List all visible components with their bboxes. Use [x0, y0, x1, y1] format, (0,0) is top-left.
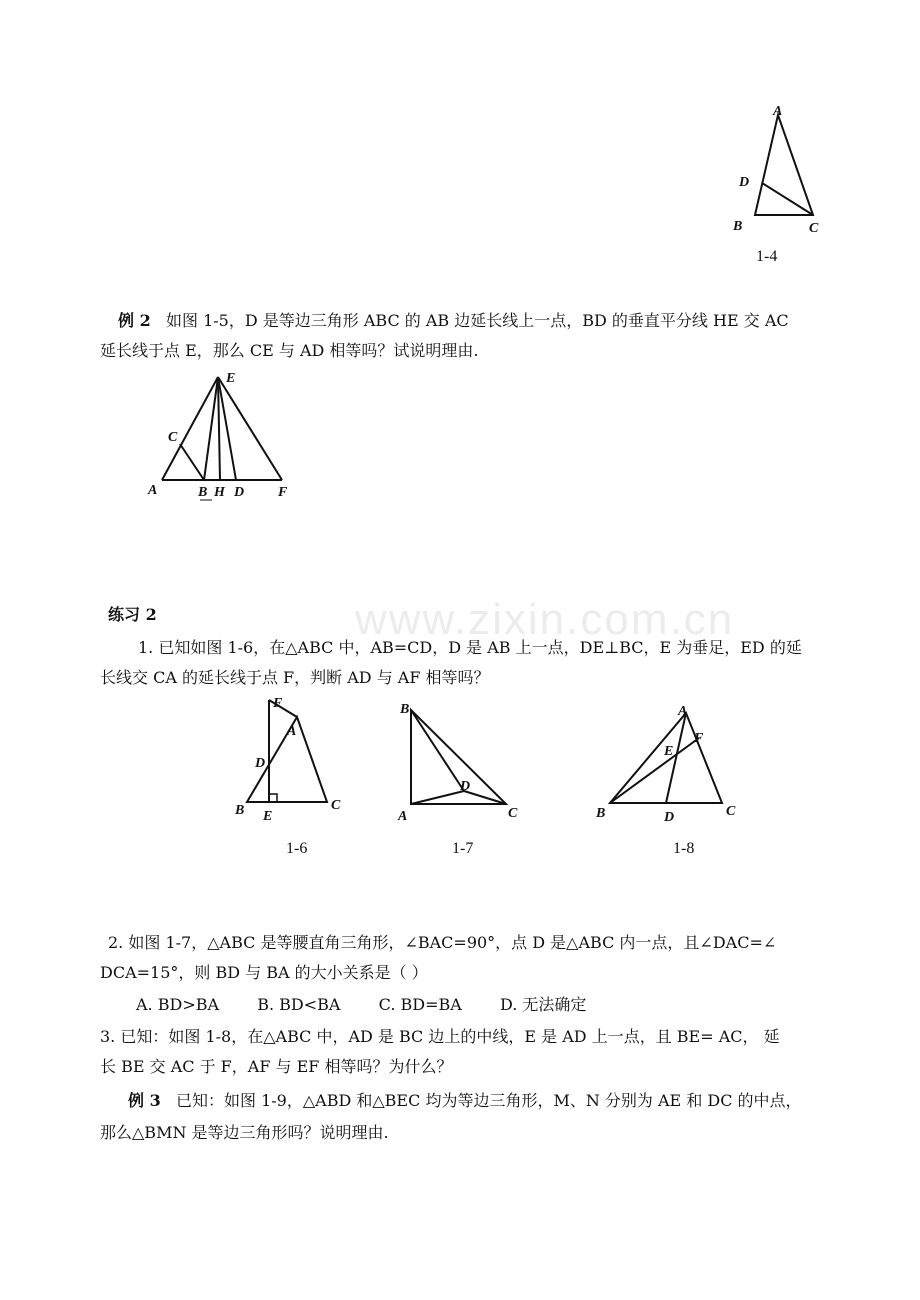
- question-1-line1: 1. 已知如图 1-6，在△ABC 中，AB=CD，D 是 AB 上一点，DE⊥BC，E 为垂足，ED 的延: [138, 638, 802, 657]
- figure-1-5: [140, 362, 310, 510]
- watermark: www.zixin.com.cn: [355, 595, 735, 644]
- label-D: D: [739, 175, 750, 190]
- label-A: A: [148, 483, 158, 498]
- label-D: D: [255, 756, 266, 771]
- label-A: A: [287, 724, 297, 739]
- label-B: B: [198, 485, 208, 500]
- example-2-line2: 延长线于点 E，那么 CE 与 AD 相等吗？试说明理由.: [100, 341, 479, 360]
- label-B: B: [733, 219, 743, 234]
- label-F: F: [694, 731, 704, 746]
- figure-caption-1-8: 1-8: [673, 840, 695, 857]
- example-3-line1: 已知：如图 1-9，△ABD 和△BEC 均为等边三角形，M、N 分别为 AE 和 DC 的中点，: [175, 1091, 802, 1110]
- label-A: A: [398, 809, 408, 824]
- label-E: E: [226, 371, 236, 386]
- question-3-line2: 长 BE 交 AC 于 F，AF 与 EF 相等吗？为什么？: [100, 1057, 453, 1076]
- question-3-line1: 3. 已知：如图 1-8，在△ABC 中，AD 是 BC 边上的中线，E 是 AD 上一点，且 BE= AC， 延: [100, 1027, 780, 1046]
- question-2-line1: 2. 如图 1-7，△ABC 是等腰直角三角形，∠BAC=90°，点 D 是△ABC 内一点，且∠DAC=∠: [108, 933, 777, 952]
- label-A: A: [773, 104, 783, 119]
- label-F: F: [273, 696, 283, 711]
- example-2-line1: 如图 1-5，D 是等边三角形 ABC 的 AB 边延长线上一点，BD 的垂直平分线 HE 交 AC: [165, 311, 789, 330]
- label-E: E: [263, 809, 273, 824]
- label-C: C: [508, 806, 518, 821]
- example-3-line2: 那么△BMN 是等边三角形吗？说明理由.: [100, 1123, 389, 1142]
- label-A: A: [678, 704, 688, 719]
- question-2-options: [136, 990, 586, 1020]
- option-b: B. BD<BA: [257, 995, 341, 1014]
- option-d: D. 无法确定: [499, 995, 587, 1014]
- label-B: B: [400, 702, 410, 717]
- label-B: B: [235, 803, 245, 818]
- option-c: C. BD=BA: [378, 995, 462, 1014]
- label-H: H: [214, 485, 225, 500]
- figure-1-4: [725, 95, 835, 240]
- label-D: D: [234, 485, 245, 500]
- label-C: C: [809, 221, 819, 236]
- label-D: D: [664, 810, 675, 825]
- figure-1-7: [392, 692, 527, 827]
- label-B: B: [596, 806, 606, 821]
- example-2-tag: 例 2: [118, 311, 151, 330]
- figure-1-8: [590, 695, 740, 830]
- figure-caption-1-7: 1-7: [452, 840, 474, 857]
- figure-caption-1-4: 1-4: [756, 248, 778, 265]
- label-C: C: [726, 804, 736, 819]
- label-C: C: [168, 430, 178, 445]
- figure-1-6: [225, 692, 360, 827]
- question-2-line2: DCA=15°，则 BD 与 BA 的大小关系是（ ）: [100, 963, 428, 982]
- label-F: F: [278, 485, 288, 500]
- label-C: C: [331, 798, 341, 813]
- question-1-line2: 长线交 CA 的延长线于点 F，判断 AD 与 AF 相等吗？: [100, 668, 490, 687]
- label-D: D: [460, 779, 471, 794]
- label-E: E: [664, 744, 674, 759]
- exercise-2-heading: 练习 2: [108, 605, 157, 624]
- figure-caption-1-6: 1-6: [286, 840, 308, 857]
- example-3-tag: 例 3: [128, 1091, 161, 1110]
- option-a: A. BD>BA: [136, 995, 220, 1014]
